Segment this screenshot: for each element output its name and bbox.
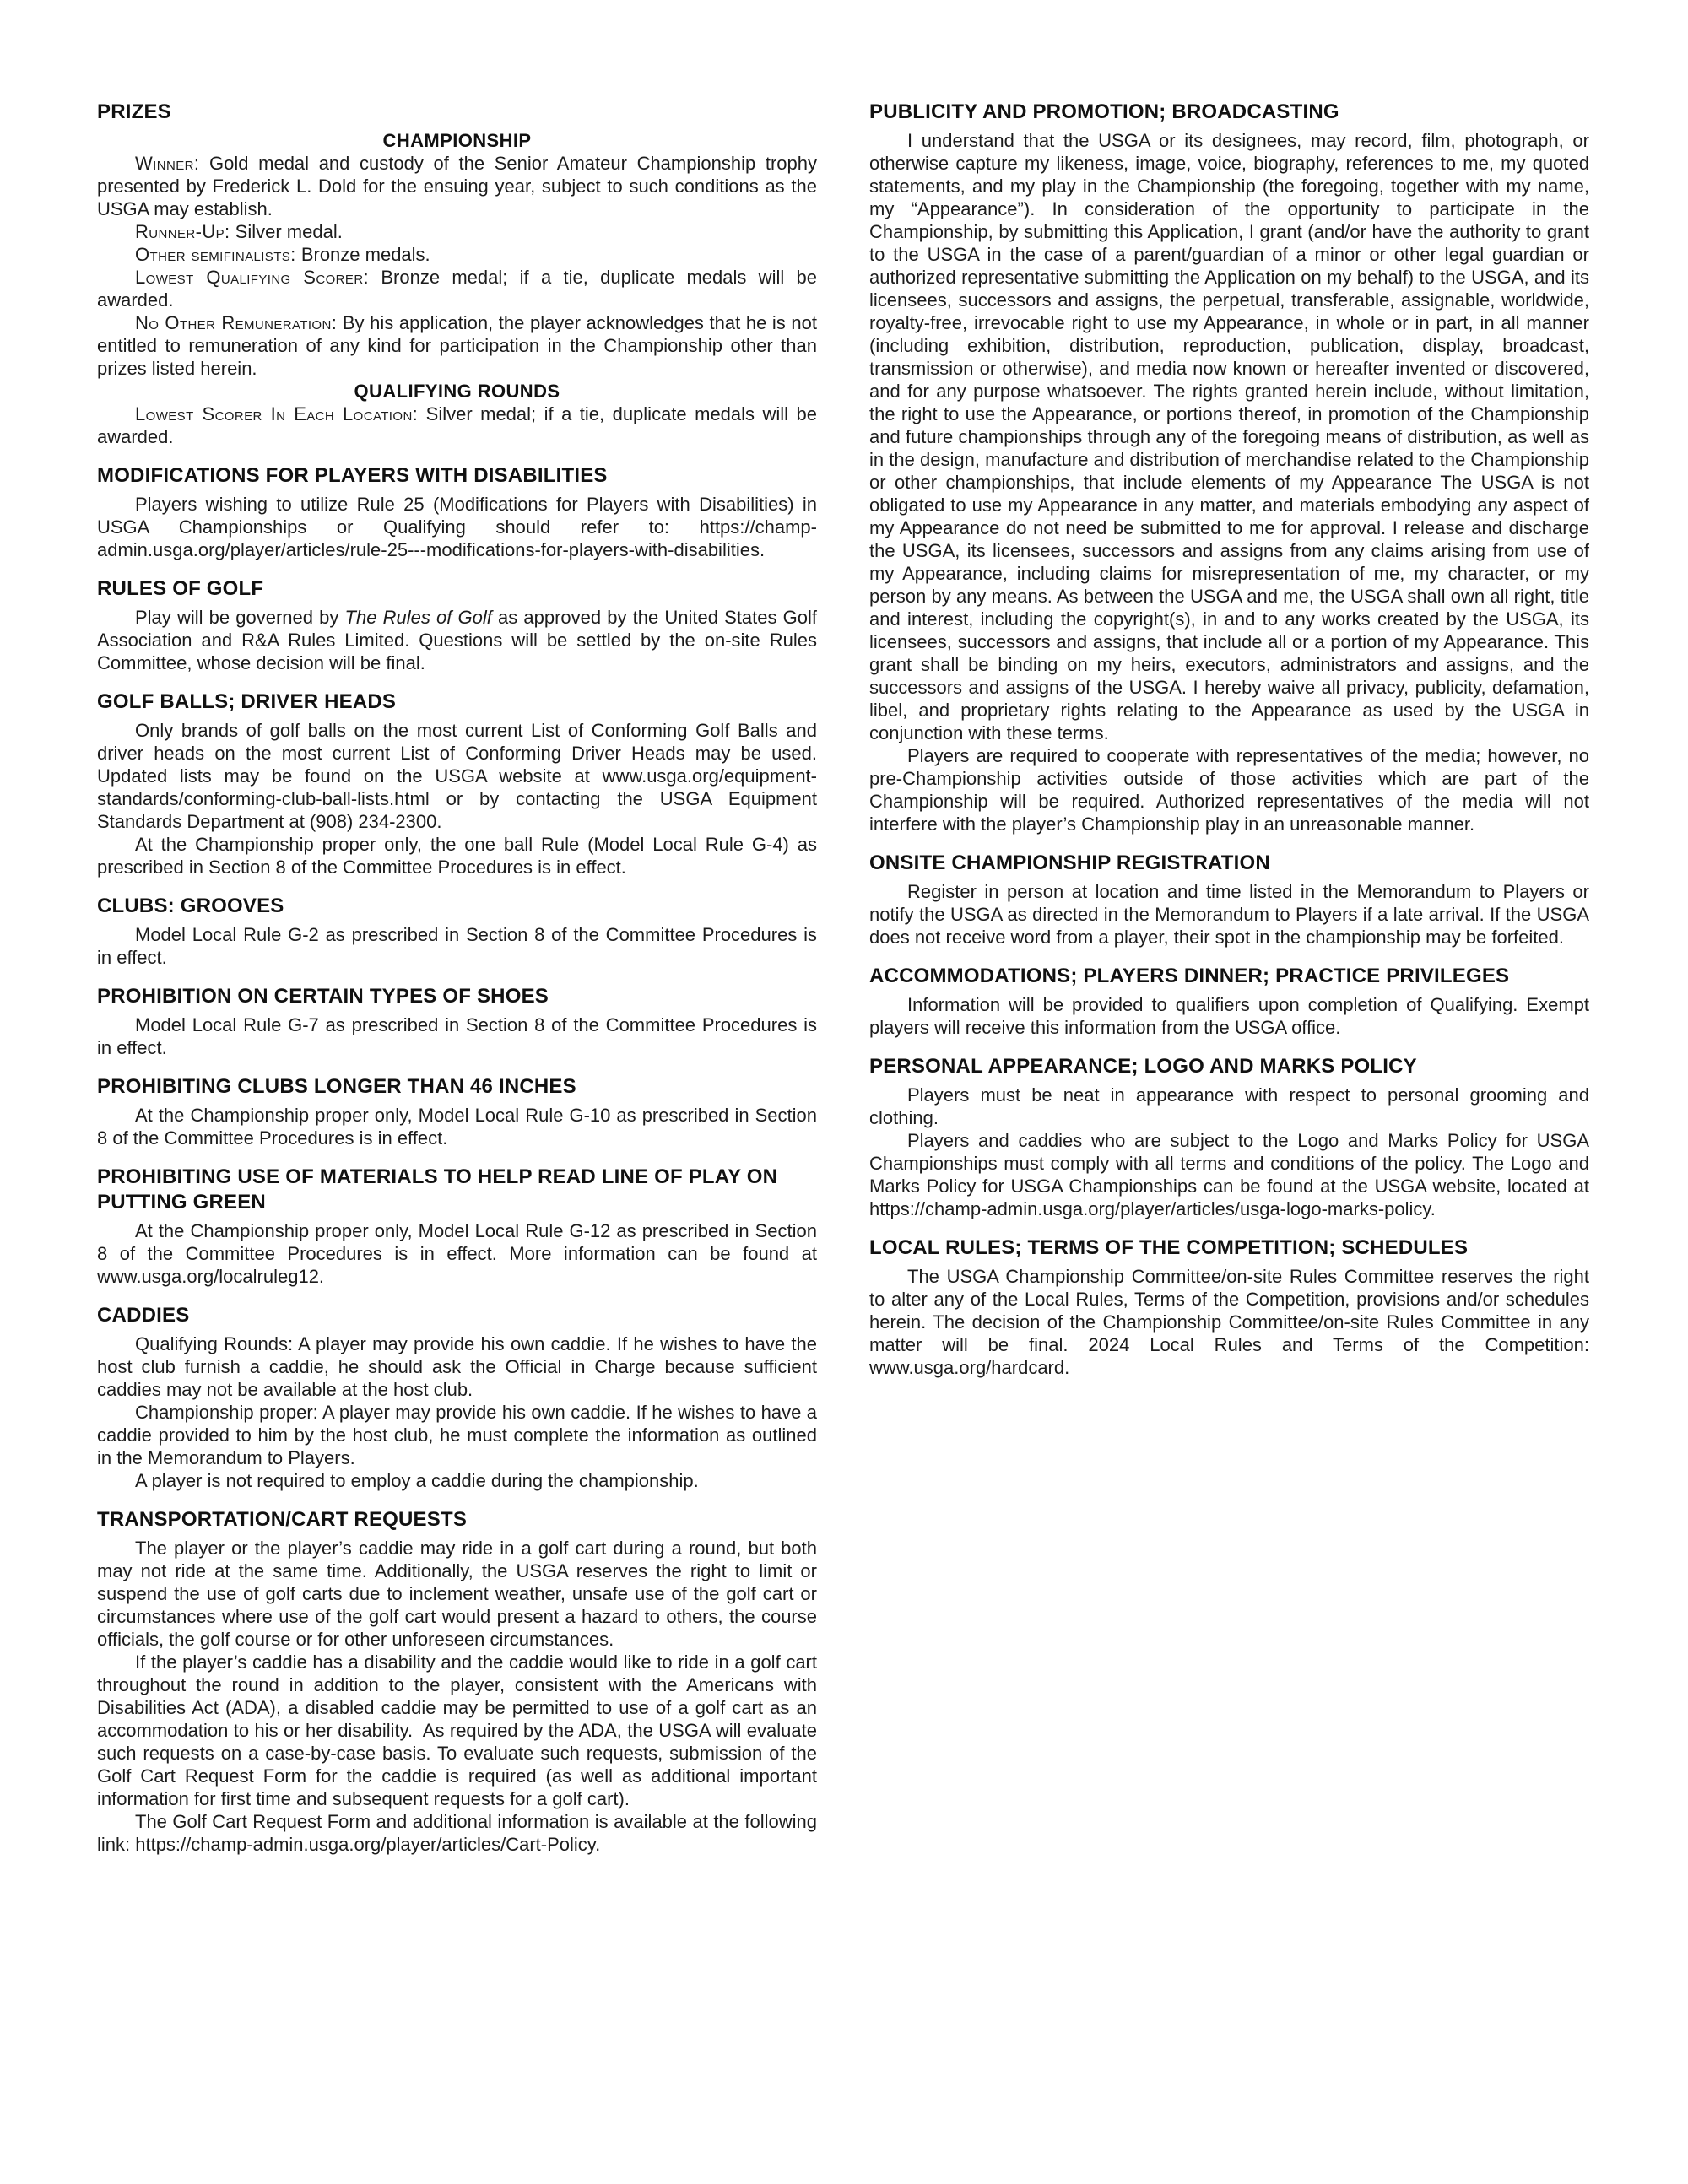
paragraph <box>97 1810 823 1856</box>
paragraph <box>97 1537 823 1651</box>
paragraph <box>97 719 823 833</box>
body-text: The Golf Cart Request Form and additional information is available at the following link: https://champ-admin.usga.org/player/articles/Cart-Policy. <box>97 1811 823 1855</box>
paragraph <box>97 606 823 674</box>
paragraph <box>97 243 817 266</box>
body-text: Players wishing to utilize Rule 25 (Modifications for Players with Disabilities) in USGA Championships or Qualifying should refer to: https://champ-admin.usga.org/player/articles/rule-25---modifications-for-players-with-disabilities. <box>97 494 823 560</box>
body-text: Qualifying Rounds: A player may provide his own caddie. If he wishes to have the host club furnish a caddie, he should ask the Official in Charge because sufficient caddies may not be available at the host club. <box>97 1333 823 1400</box>
sub-heading: CHAMPIONSHIP <box>382 130 532 151</box>
section-heading: PERSONAL APPEARANCE; LOGO AND MARKS POLICY <box>869 1055 1417 1078</box>
paragraph <box>869 1084 1595 1129</box>
section-heading: LOCAL RULES; TERMS OF THE COMPETITION; SCHEDULES <box>869 1236 1469 1259</box>
paragraph <box>869 993 1595 1039</box>
body-text: At the Championship proper only, Model Local Rule G-12 as prescribed in Section 8 of the Committee Procedures is in effect. More information can be found at www.usga.org/localruleg12. <box>97 1220 823 1287</box>
section-heading: CLUBS: GROOVES <box>97 895 284 917</box>
lead-in-label: Runner-Up: <box>135 221 230 242</box>
body-text: If the player’s caddie has a disability and the caddie would like to ride in a golf cart throughout the round in addition to the player, consistent with the Americans with Disabilities Act (ADA), a disabled caddie may be permitted to use of a golf cart as an accommodation to his or her disability. As required by the ADA, the USGA will evaluate such requests on a case-by-case basis. To evaluate such requests, submission of the Golf Cart Request Form for the caddie is required (as well as additional important information for first time and subsequent requests for a golf cart). <box>97 1652 823 1809</box>
lead-in-label: No Other Remuneration: <box>135 312 338 333</box>
paragraph <box>97 1014 823 1059</box>
body-text: Only brands of golf balls on the most current List of Conforming Golf Balls and driver heads on the most current List of Conforming Driver Heads may be used. Updated lists may be found on the USGA website at www.usga.org/equipment-standards/conforming-club-ball-lists.html or by contacting the USGA Equipment Standards Department at (908) 234-2300. <box>97 720 823 832</box>
body-text: At the Championship proper only, the one ball Rule (Model Local Rule G-4) as prescribed in Section 8 of the Committee Procedures is in effect. <box>97 834 823 878</box>
body-text: By his application, the player acknowledges that he is not entitled to remuneration of any kind for participation in the Championship other than prizes listed herein. <box>97 312 823 379</box>
section-heading: RULES OF GOLF <box>97 577 264 600</box>
body-text: Players and caddies who are subject to the Logo and Marks Policy for USGA Championships must comply with all terms and conditions of the policy. The Logo and Marks Policy for USGA Championships can be found at the USGA website, located at https://champ-admin.usga.org/player/articles/usga-logo-marks-policy. <box>869 1130 1595 1219</box>
body-text: Register in person at location and time listed in the Memorandum to Players or notify the USGA as directed in the Memorandum to Players if a late arrival. If the USGA does not receive word from a player, their spot in the championship may be forfeited. <box>869 881 1595 948</box>
section-heading: ACCOMMODATIONS; PLAYERS DINNER; PRACTICE PRIVILEGES <box>869 965 1510 987</box>
paragraph <box>97 1651 823 1810</box>
paragraph <box>869 744 1595 835</box>
paragraph <box>869 1265 1595 1379</box>
paragraph <box>97 311 823 380</box>
left-column <box>97 100 823 1856</box>
body-text: Model Local Rule G-7 as prescribed in Section 8 of the Committee Procedures is in effect. <box>97 1014 823 1058</box>
section-heading: PRIZES <box>97 100 171 123</box>
body-text: Model Local Rule G-2 as prescribed in Section 8 of the Committee Procedures is in effect. <box>97 924 823 968</box>
paragraph <box>97 1333 823 1401</box>
lead-in-label: Lowest Scorer In Each Location: <box>135 403 419 424</box>
lead-in-label: Other semifinalists: <box>135 244 296 265</box>
lead-in-label: Lowest Qualifying Scorer: <box>135 267 370 288</box>
body-text: Silver medal; if a tie, duplicate medals will be awarded. <box>97 403 823 447</box>
italic-title: The Rules of Golf <box>344 607 492 628</box>
paragraph <box>97 833 823 878</box>
two-column-layout <box>97 100 1595 1856</box>
section-heading: PROHIBITION ON CERTAIN TYPES OF SHOES <box>97 985 549 1008</box>
body-text: as approved by the United States Golf Association and R&A Rules Limited. Questions will be settled by the on-site Rules Committee, whose decision will be final. <box>97 607 823 673</box>
section-heading: GOLF BALLS; DRIVER HEADS <box>97 690 397 713</box>
body-text: At the Championship proper only, Model Local Rule G-10 as prescribed in Section 8 of the Committee Procedures is in effect. <box>97 1105 823 1149</box>
body-text: Information will be provided to qualifiers upon completion of Qualifying. Exempt players will receive this information from the USGA office. <box>869 994 1595 1038</box>
body-text: Silver medal. <box>230 221 343 242</box>
body-text: Players are required to cooperate with representatives of the media; however, no pre-Championship activities outside of those activities which are part of the Championship will be required. Authorized representatives of the media will not interfere with the player’s Championship play in an unreasonable manner. <box>869 745 1595 835</box>
body-text: Gold medal and custody of the Senior Amateur Championship trophy presented by Frederick L. Dold for the ensuing year, subject to such conditions as the USGA may establish. <box>97 153 823 219</box>
paragraph <box>869 129 1595 744</box>
section-heading: PUBLICITY AND PROMOTION; BROADCASTING <box>869 100 1339 123</box>
paragraph <box>97 152 823 220</box>
right-column <box>869 100 1595 1856</box>
lead-in-label: Winner: <box>135 153 200 174</box>
paragraph <box>97 493 823 561</box>
paragraph <box>869 880 1595 949</box>
body-text: Play will be governed by <box>135 607 345 628</box>
sub-heading: QUALIFYING ROUNDS <box>354 381 560 402</box>
section-heading: ONSITE CHAMPIONSHIP REGISTRATION <box>869 851 1270 874</box>
section-heading: TRANSPORTATION/CART REQUESTS <box>97 1508 468 1531</box>
section-heading: PROHIBITING CLUBS LONGER THAN 46 INCHES <box>97 1075 576 1098</box>
paragraph <box>97 1219 823 1288</box>
paragraph <box>97 403 823 448</box>
section-heading: MODIFICATIONS FOR PLAYERS WITH DISABILITIES <box>97 464 608 487</box>
paragraph <box>97 220 817 243</box>
body-text: Championship proper: A player may provide his own caddie. If he wishes to have a caddie provided to him by the host club, he must complete the information as outlined in the Memorandum to Players. <box>97 1402 823 1468</box>
body-text: The player or the player’s caddie may ride in a golf cart during a round, but both may not ride at the same time. Additionally, the USGA reserves the right to limit or suspend the use of golf carts due to inclement weather, unsafe use of the golf cart or circumstances where use of the golf cart would present a hazard to others, the course officials, the golf course or for other unforeseen circumstances. <box>97 1538 823 1650</box>
paragraph <box>97 1401 823 1469</box>
body-text: The USGA Championship Committee/on-site Rules Committee reserves the right to alter any of the Local Rules, Terms of the Competition, provisions and/or schedules herein. The decision of the Championship Committee/on-site Rules Committee in any matter will be final. 2024 Local Rules and Terms of the Competition: www.usga.org/hardcard. <box>869 1266 1595 1378</box>
section-heading: CADDIES <box>97 1304 190 1327</box>
paragraph <box>97 1104 823 1149</box>
body-text: Players must be neat in appearance with respect to personal grooming and clothing. <box>869 1084 1595 1128</box>
body-text: Bronze medals. <box>295 244 430 265</box>
paragraph <box>869 1129 1595 1220</box>
paragraph <box>97 1469 817 1492</box>
body-text: A player is not required to employ a caddie during the championship. <box>135 1470 699 1491</box>
body-text: I understand that the USGA or its designees, may record, film, photograph, or otherwise capture my likeness, image, voice, biography, references to me, my quoted statements, and my play in the Championship (the foregoing, together with my name, my “Appearance”). In consideration of the opportunity to participate in the Championship, by submitting this Application, I grant (and/or have the authority to grant to the USGA in the case of a parent/guardian of a minor or other legal guardian or authorized representative submitting the Application on my behalf) to the USGA, and its licensees, successors and assigns, the perpetual, transferable, assignable, worldwide, royalty-free, irrevocable right to use my Appearance, in whole or in part, in all manner (including exhibition, distribution, reproduction, publication, display, broadcast, transmission or otherwise), and media now known or hereafter invented or discovered, and for any purpose whatsoever. The rights granted herein include, without limitation, the right to use the Appearance, or portions thereof, in promotion of the Championship and future championships through any of the foregoing means of distribution, as well as in the design, manufacture and distribution of merchandise related to the Championship or other championships, that include elements of my Appearance The USGA is not obligated to use my Appearance in any matter, and materials embodying any aspect of my Appearance do not need be submitted to me for approval. I release and discharge the USGA, its licensees, successors and assigns from any claims arising from use of my Appearance, including claims for misrepresentation of me, my character, or my person by any means. As between the USGA and me, the USGA shall own all right, title and interest, including the copyright(s), in and to any works created by the USGA, its licensees, successors and assigns, that include all or a portion of my Appearance. This grant shall be binding on my heirs, executors, administrators and assigns, and the successors and assigns of the USGA. I hereby waive all privacy, publicity, defamation, libel, and proprietary rights relating to the Appearance as used by the USGA in conjunction with these terms. <box>869 130 1595 743</box>
body-text: Bronze medal; if a tie, duplicate medals will be awarded. <box>97 267 823 311</box>
paragraph <box>97 923 823 969</box>
paragraph <box>97 266 823 311</box>
section-heading: PROHIBITING USE OF MATERIALS TO HELP READ LINE OF PLAY ON PUTTING GREEN <box>97 1165 778 1214</box>
